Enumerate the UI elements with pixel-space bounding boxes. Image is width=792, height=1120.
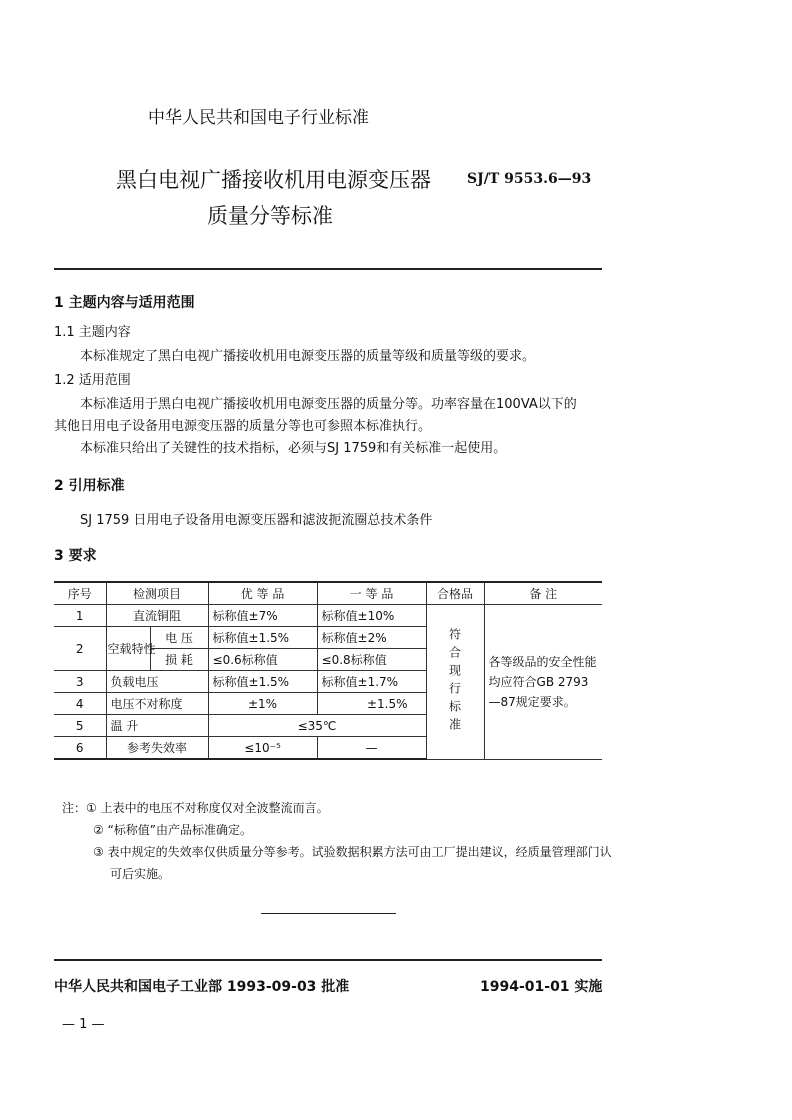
row-subitem: 损 耗 [150,649,208,671]
end-rule [261,913,396,914]
row-group: 空载特性 [106,627,150,671]
document-title-line2: 质量分等标准 [207,204,333,228]
note-2: ② “标称值”由产品标准确定。 [93,823,253,837]
page-number: — 1 — [62,1017,105,1032]
header-rule [54,268,602,270]
table-row [54,605,602,627]
issuing-organization: 中华人民共和国电子行业标准 [148,108,369,128]
note-3: ③ 表中规定的失效率仅供质量分等参考。试验数据积累方法可由工厂提出建议，经质量管理部门认 [93,845,612,859]
section-1-heading: 1 主题内容与适用范围 [54,295,195,311]
document-title-line1: 黑白电视广播接收机用电源变压器 [116,168,431,192]
section-1-1-text: 本标准规定了黑白电视广播接收机用电源变压器的质量等级和质量等级的要求。 [80,349,536,364]
note-3-continued: 可后实施。 [110,867,171,881]
section-3-heading: 3 要求 [54,548,97,564]
row-first: 标称值±10% [317,605,426,627]
row-item: 温 升 [106,715,208,737]
header-cell-premium: 优 等 品 [208,582,317,605]
requirements-table [54,581,602,760]
approval-text: 中华人民共和国电子工业部 1993-09-03 批准 [54,979,350,995]
section-1-1-heading: 1.1 主题内容 [54,325,131,340]
implementation-text: 1994-01-01 实施 [480,979,603,995]
row-merged-value: ≤35℃ [208,715,426,737]
section-1-2-text-c: 本标准只给出了关键性的技术指标，必须与SJ 1759和有关标准一起使用。 [80,441,507,456]
row-first: ±1.5% [317,693,426,715]
row-first: 标称值±2% [317,627,426,649]
row-no: 4 [54,693,106,715]
row-premium: 标称值±1.5% [208,671,317,693]
header-cell-qualified: 合格品 [426,582,484,605]
standard-code: SJ/T 9553.6—93 [467,171,592,187]
row-no: 5 [54,715,106,737]
row-item: 电压不对称度 [106,693,208,715]
header-cell-remark: 备 注 [484,582,602,605]
section-2-text: SJ 1759 日用电子设备用电源变压器和滤波扼流圈总技术条件 [80,513,433,528]
row-premium: 标称值±7% [208,605,317,627]
row-no: 6 [54,737,106,760]
row-no: 3 [54,671,106,693]
row-item: 参考失效率 [106,737,208,760]
row-premium: ≤0.6标称值 [208,649,317,671]
section-1-2-text-a: 本标准适用于黑白电视广播接收机用电源变压器的质量分等。功率容量在100VA以下的 [80,397,577,412]
qualified-cell: 符合现行标准 [426,605,484,760]
footer-rule [54,959,602,961]
header-cell-no: 序号 [54,582,106,605]
row-subitem: 电 压 [150,627,208,649]
row-first: — [317,737,426,760]
row-first: ≤0.8标称值 [317,649,426,671]
table-header-row [54,582,602,605]
note-1: 注：① 上表中的电压不对称度仅对全波整流而言。 [62,801,329,815]
row-item: 负载电压 [106,671,208,693]
header-cell-item: 检测项目 [106,582,208,605]
section-1-2-heading: 1.2 适用范围 [54,373,131,388]
header-cell-first: 一 等 品 [317,582,426,605]
row-first: 标称值±1.7% [317,671,426,693]
section-2-heading: 2 引用标准 [54,478,125,494]
row-no: 2 [54,627,106,671]
remark-cell: 各等级品的安全性能均应符合GB 2793—87规定要求。 [484,605,602,760]
row-item: 直流铜阻 [106,605,208,627]
row-premium: 标称值±1.5% [208,627,317,649]
row-no: 1 [54,605,106,627]
row-premium: ≤10⁻⁵ [208,737,317,760]
section-1-2-text-b: 其他日用电子设备用电源变压器的质量分等也可参照本标准执行。 [54,419,432,434]
row-premium: ±1% [208,693,317,715]
